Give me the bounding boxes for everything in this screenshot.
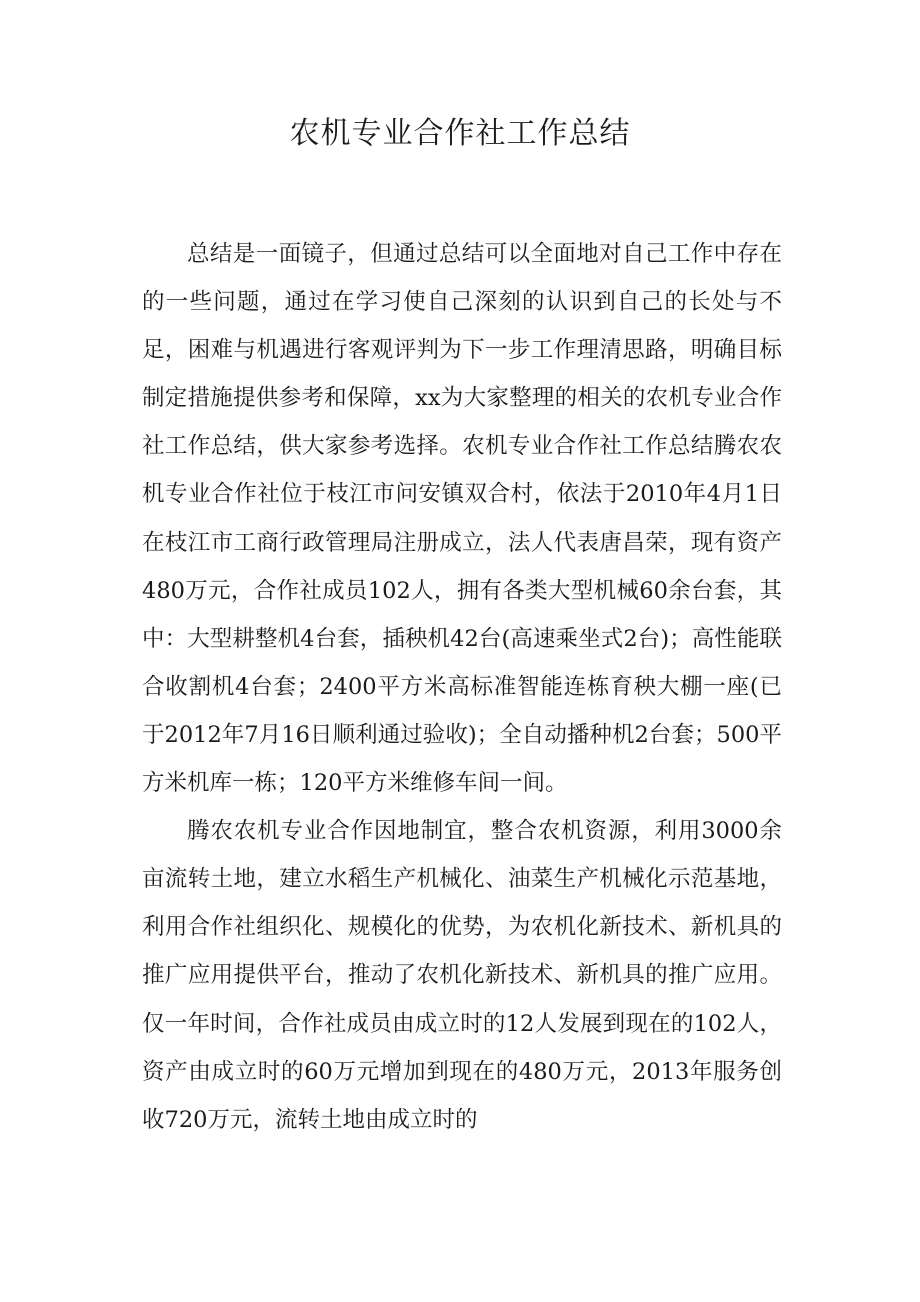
body-paragraph: 腾农农机专业合作因地制宜，整合农机资源，利用3000余亩流转土地，建立水稻生产机械化、油菜生产机械化示范基地，利用合作社组织化、规模化的优势，为农机化新技术、新机具的推广应用提供平台，推动了农机化新技术、新机具的推广应用。仅一年时间，合作社成员由成立时的12人发展到现在的102人，资产由成立时的60万元增加到现在的480万元，2013年服务创收720万元，流转土地由成立时的 bbox=[142, 818, 782, 1133]
body-paragraph: 总结是一面镜子，但通过总结可以全面地对自己工作中存在的一些问题，通过在学习使自己深刻的认识到自己的长处与不足，困难与机遇进行客观评判为下一步工作理清思路，明确目标制定措施提供参考和保障，xx为大家整理的相关的农机专业合作社工作总结，供大家参考选择。农机专业合作社工作总结腾农农机专业合作社位于枝江市问安镇双合村，依法于2010年4月1日在枝江市工商行政管理局注册成立，法人代表唐昌荣，现有资产480万元，合作社成员102人，拥有各类大型机械60余台套，其中：大型耕整机4台套，插秧机42台(高速乘坐式2台)；高性能联合收割机4台套；2400平方米高标准智能连栋育秧大棚一座(已于2012年7月16日顺利通过验收)；全自动播种机2台套；500平方米机库一栋；120平方米维修车间一间。 bbox=[142, 241, 782, 797]
document-body bbox=[142, 230, 782, 1144]
document-title: 农机专业合作社工作总结 bbox=[289, 116, 631, 151]
